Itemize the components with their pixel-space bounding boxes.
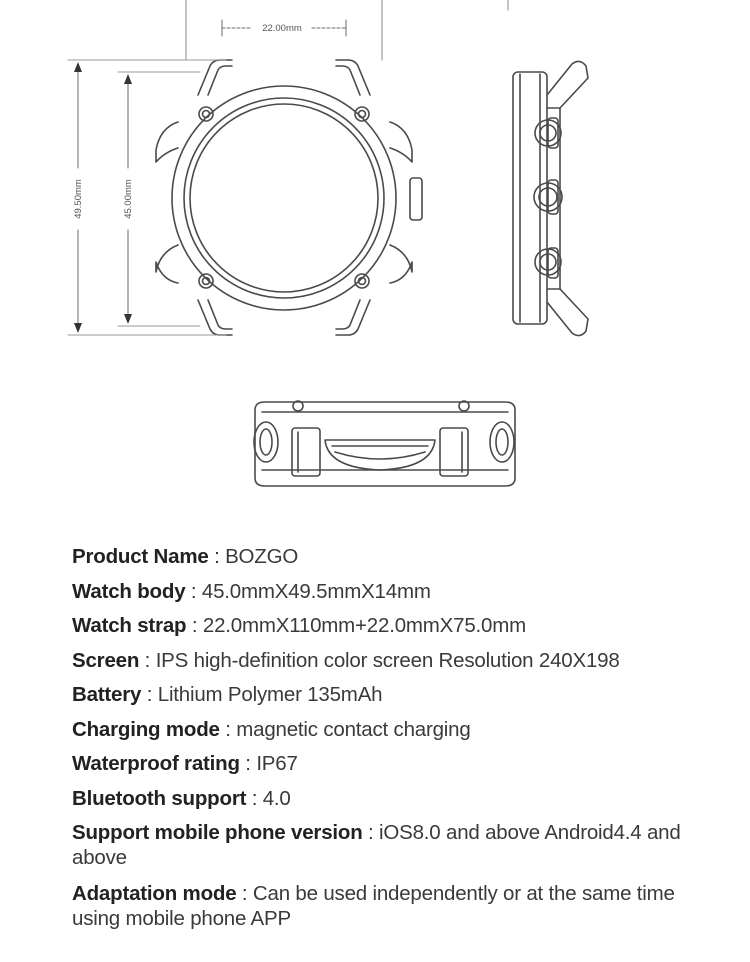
watch-front-view-icon [156,0,422,335]
watch-side-view-icon [508,0,588,336]
outer-height-dimension-label: 49.50mm [73,179,84,219]
spec-row-adaptation-mode [72,881,692,931]
watch-bottom-view-icon [254,401,515,486]
spec-row-bluetooth-support [72,786,692,811]
spec-row-product-name [72,544,692,569]
spec-row-mobile-phone-version [72,820,692,870]
inner-height-dimension-label: 45.00mm [123,179,134,219]
spec-value: IP67 [256,752,298,775]
width-dimension-label: 22.00mm [262,23,302,34]
spec-label: Charging mode [72,717,220,741]
spec-separator: : [186,614,203,637]
spec-separator: : [208,545,226,568]
spec-label: Support mobile phone version [72,821,363,844]
spec-label: Watch body [72,579,186,603]
spec-value: 45.0mmX49.5mmX14mm [201,579,431,603]
spec-separator: : [362,821,380,844]
spec-value: BOZGO [225,545,299,568]
spec-separator: : [246,786,263,810]
spec-value: IPS high-definition color screen Resolution 240X198 [155,648,620,672]
spec-separator: : [185,579,202,603]
spec-label: Waterproof rating [72,752,240,775]
spec-separator: : [219,717,237,741]
spec-value: Can be used independently or at the same time using mobile phone APP [72,882,675,930]
spec-row-charging-mode [72,717,692,742]
spec-value: Lithium Polymer 135mAh [157,683,383,706]
spec-list [72,544,692,942]
spec-value: iOS8.0 and above Android4.4 and above [72,821,681,869]
spec-separator: : [141,683,158,706]
spec-row-battery [72,682,692,707]
spec-label: Bluetooth support [72,786,247,810]
spec-separator: : [139,648,156,672]
spec-row-watch-body [72,579,692,604]
spec-row-watch-strap [72,613,692,638]
spec-separator: : [239,752,257,775]
spec-label: Screen [72,648,140,672]
spec-value: 4.0 [262,786,291,810]
spec-value: magnetic contact charging [236,717,471,741]
spec-label: Watch strap [72,614,187,637]
spec-separator: : [236,882,253,905]
spec-value: 22.0mmX110mm+22.0mmX75.0mm [202,614,526,637]
spec-label: Battery [72,683,142,706]
spec-row-screen [72,648,692,673]
spec-label: Product Name [72,545,209,568]
spec-row-waterproof-rating [72,751,692,776]
spec-label: Adaptation mode [72,882,237,905]
